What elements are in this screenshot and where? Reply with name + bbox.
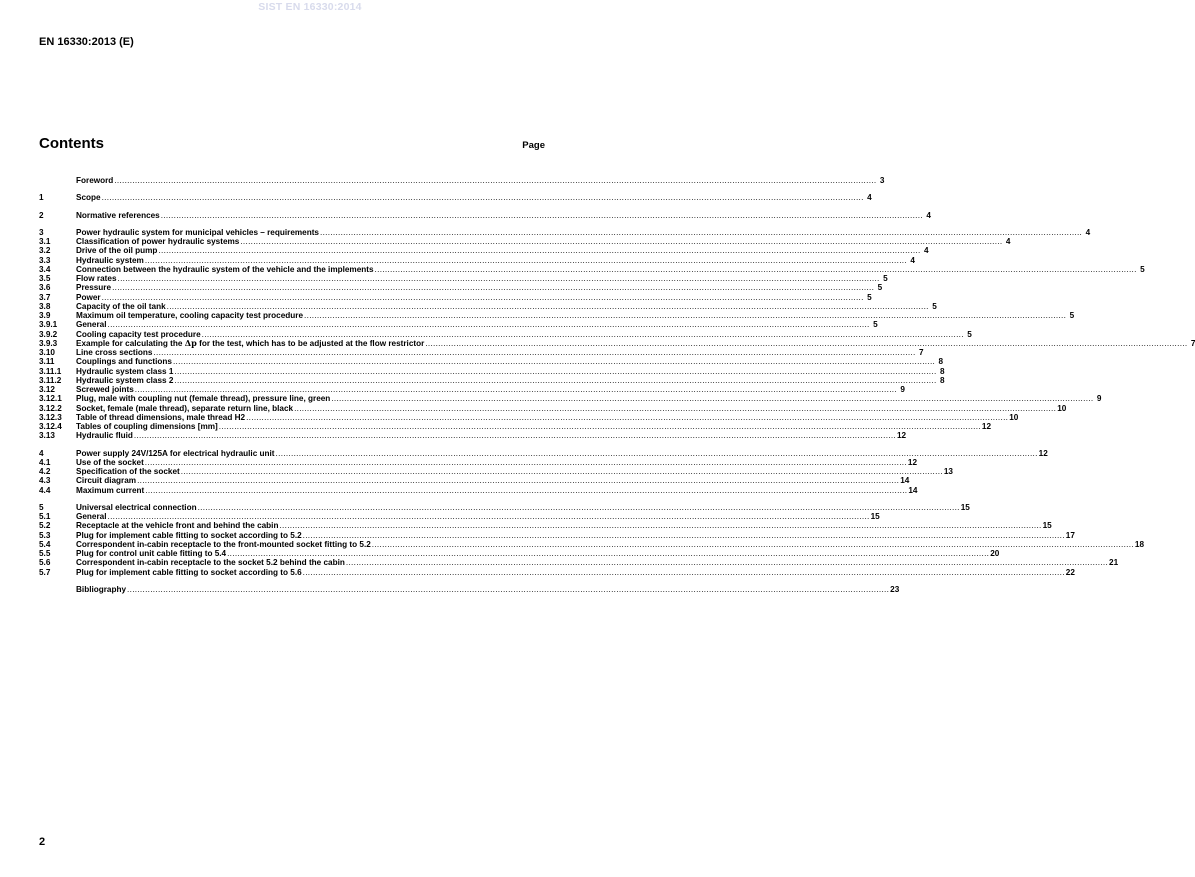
dot-leader [219, 422, 981, 431]
toc-entry-number: 3.11 [39, 357, 55, 367]
toc-entry-title: Flow rates [76, 274, 117, 283]
dot-leader [145, 486, 907, 495]
toc-entry-page: 14 [900, 476, 910, 486]
toc-entry[interactable] [39, 193, 872, 203]
dot-leader [134, 431, 896, 440]
dot-leader [145, 458, 907, 467]
toc-entry[interactable] [39, 357, 944, 367]
dot-leader [137, 476, 899, 485]
toc-entry-page: 12 [907, 457, 918, 467]
toc-entry-title-part: Δp [184, 337, 197, 348]
toc-entry-title: Power hydraulic system for municipal vehicles – requirements [76, 227, 319, 237]
dot-leader [294, 404, 1056, 413]
dot-leader [174, 367, 936, 376]
toc-entry-page: 15 [870, 512, 880, 521]
toc-entry-title: Tables of coupling dimensions [mm] [76, 422, 218, 431]
toc-entry-number: 3.12.2 [39, 403, 62, 413]
toc-entry-title: Classification of power hydraulic systems [76, 237, 240, 246]
toc-entry-number: 4.1 [39, 457, 51, 467]
dot-leader [304, 311, 1066, 320]
toc-entry[interactable] [39, 237, 1011, 246]
toc-entry-page: 5 [932, 301, 937, 311]
toc-entry-page: 14 [908, 485, 918, 495]
toc-entry-page: 8 [939, 375, 945, 385]
toc-entry-page: 5 [867, 292, 872, 302]
table-of-contents [39, 176, 1195, 594]
toc-entry-number: 3.5 [39, 274, 51, 283]
toc-entry-title-part: Example for calculating the [76, 338, 185, 348]
toc-entry-title: Capacity of the oil tank [76, 301, 166, 311]
toc-entry-title: Maximum oil temperature, cooling capacity test procedure [76, 311, 304, 320]
toc-entry[interactable] [39, 337, 1195, 348]
toc-entry[interactable] [39, 283, 883, 293]
dot-leader [158, 246, 920, 255]
toc-entry-title: Correspondent in-cabin receptacle to the front-mounted socket fitting to 5.2 [76, 539, 371, 549]
toc-entry-title: Screwed joints [76, 385, 134, 394]
dot-leader [112, 283, 874, 292]
toc-entry-number: 3.8 [39, 301, 51, 311]
toc-entry-number: 3.10 [39, 348, 55, 357]
toc-entry-number: 5.5 [39, 549, 51, 558]
toc-entry[interactable] [39, 457, 918, 467]
toc-entry[interactable] [39, 558, 1119, 568]
toc-entry[interactable] [39, 366, 945, 376]
dot-leader [303, 531, 1065, 540]
dot-leader [174, 376, 936, 385]
toc-entry-page: 12 [981, 422, 992, 431]
dot-leader [202, 330, 964, 339]
toc-entry-title: Couplings and functions [76, 357, 172, 367]
toc-entry-page: 12 [1038, 448, 1048, 458]
toc-entry-page: 10 [1057, 403, 1067, 413]
toc-entry-page: 7 [919, 348, 924, 357]
toc-entry-page: 4 [910, 255, 915, 265]
toc-entry-page: 5 [1140, 264, 1145, 274]
toc-entry[interactable] [39, 301, 937, 311]
toc-entry-page: 4 [867, 193, 872, 203]
toc-entry-title: Hydraulic system class 1 [76, 366, 174, 376]
toc-entry-title [76, 339, 424, 348]
toc-entry-page: 5 [967, 329, 972, 339]
toc-entry-number: 5.1 [39, 512, 51, 521]
toc-entry-number: 5.4 [39, 539, 51, 549]
toc-entry[interactable] [39, 567, 1075, 577]
toc-entry-title: Use of the socket [76, 457, 144, 467]
toc-entry-number: 5.2 [39, 521, 51, 531]
toc-entry-number: 3.13 [39, 431, 55, 441]
toc-entry[interactable] [39, 502, 970, 512]
dot-leader [108, 512, 870, 521]
toc-entry-page: 9 [900, 385, 905, 394]
toc-entry[interactable] [39, 394, 1102, 404]
dot-leader [246, 413, 1008, 422]
toc-entry-title: Socket, female (male thread), separate return line, black [76, 403, 294, 413]
toc-entry-page: 8 [939, 366, 945, 376]
toc-entry[interactable] [39, 255, 915, 265]
toc-entry[interactable] [39, 210, 931, 220]
dot-leader [135, 385, 897, 394]
toc-entry-number: 5.3 [39, 530, 51, 540]
toc-entry-page: 22 [1065, 567, 1075, 577]
toc-entry-page: 21 [1109, 558, 1119, 568]
toc-entry[interactable] [39, 485, 918, 495]
toc-entry-page: 7 [1190, 338, 1195, 348]
toc-entry-title: Plug for implement cable fitting to socket according to 5.2 [76, 530, 302, 540]
toc-entry-number: 1 [39, 193, 44, 203]
toc-entry[interactable] [39, 584, 900, 594]
toc-entry-title: Maximum current [76, 485, 145, 495]
toc-entry[interactable] [39, 539, 1145, 549]
toc-entry-number: 5.7 [39, 567, 51, 577]
toc-entry-page: 20 [990, 549, 1000, 558]
toc-entry-page: 15 [1042, 521, 1052, 531]
toc-entry-title: Power [76, 292, 101, 302]
toc-entry-page: 17 [1065, 530, 1075, 540]
dot-leader [114, 176, 876, 185]
dot-leader [167, 302, 929, 311]
toc-entry-page: 3 [879, 176, 885, 185]
toc-entry-number: 3.9.2 [39, 329, 58, 339]
toc-entry[interactable] [39, 264, 1145, 274]
toc-entry-number: 3.2 [39, 246, 51, 256]
watermark: SIST EN 16330:2014 [258, 1, 362, 13]
toc-entry-title: Power supply 24V/125A for electrical hydraulic unit [76, 448, 275, 458]
toc-entry[interactable] [39, 348, 924, 357]
toc-entry-page: 5 [877, 283, 883, 293]
toc-entry-page: 5 [883, 274, 888, 283]
toc-entry-number: 3.1 [39, 237, 51, 246]
dot-leader [240, 237, 1002, 246]
toc-entry-title-part: for the test, which has to be adjusted at the flow restrictor [196, 338, 425, 348]
contents-title: Contents [39, 135, 104, 152]
dot-leader [153, 348, 915, 357]
toc-entry-number: 2 [39, 210, 44, 220]
toc-entry-page: 5 [1069, 311, 1075, 320]
dot-leader [198, 503, 960, 512]
dot-leader [303, 568, 1065, 577]
toc-entry[interactable] [39, 512, 880, 521]
dot-leader [118, 274, 880, 283]
toc-entry-page: 8 [938, 357, 944, 367]
dot-leader [346, 558, 1108, 567]
toc-entry-number: 3.4 [39, 264, 51, 274]
toc-entry-title: Pressure [76, 283, 112, 293]
toc-entry-number: 3.7 [39, 292, 51, 302]
toc-entry-title: Specification of the socket [76, 467, 180, 476]
toc-entry-number: 3.12.1 [39, 394, 62, 404]
toc-entry-title: Bibliography [76, 584, 127, 594]
toc-entry[interactable] [39, 467, 953, 476]
dot-leader [372, 540, 1134, 549]
toc-entry-page: 5 [873, 320, 878, 330]
toc-entry[interactable] [39, 176, 885, 185]
toc-entry[interactable] [39, 227, 1091, 237]
toc-entry-title: Hydraulic fluid [76, 431, 133, 441]
toc-entry-number: 5.6 [39, 558, 51, 568]
toc-entry-page: 9 [1096, 394, 1102, 404]
dot-leader [173, 357, 935, 366]
toc-entry-title: Universal electrical connection [76, 502, 197, 512]
toc-entry-title: Plug for implement cable fitting to socket according to 5.6 [76, 567, 302, 577]
toc-entry-title: Hydraulic system [76, 255, 144, 265]
toc-entry-number: 4 [39, 448, 44, 458]
document-id: EN 16330:2013 (E) [39, 36, 134, 48]
toc-entry[interactable] [39, 422, 992, 431]
toc-entry-title: Drive of the oil pump [76, 246, 158, 256]
dot-leader [375, 265, 1137, 274]
toc-entry-page: 13 [943, 467, 953, 476]
toc-entry[interactable] [39, 329, 972, 339]
toc-entry[interactable] [39, 375, 945, 385]
toc-entry[interactable] [39, 385, 905, 394]
toc-entry-title: Scope [76, 193, 101, 203]
toc-entry[interactable] [39, 412, 1019, 422]
toc-entry-number: 4.3 [39, 476, 51, 486]
dot-leader [181, 467, 943, 476]
toc-entry-page: 4 [1085, 227, 1091, 237]
toc-entry-title: Correspondent in-cabin receptacle to the socket 5.2 behind the cabin [76, 558, 345, 568]
toc-entry-page: 15 [960, 502, 970, 512]
toc-entry[interactable] [39, 530, 1075, 540]
dot-leader [320, 228, 1082, 237]
toc-entry-title: Cooling capacity test procedure [76, 329, 201, 339]
toc-entry-title: Foreword [76, 176, 114, 185]
toc-entry-page: 18 [1134, 539, 1145, 549]
toc-entry-title: Connection between the hydraulic system of the vehicle and the implements [76, 264, 374, 274]
toc-entry[interactable] [39, 448, 1048, 458]
toc-entry-page: 4 [926, 210, 931, 220]
toc-entry-title: Receptacle at the vehicle front and behind the cabin [76, 521, 279, 531]
toc-entry-title: Hydraulic system class 2 [76, 375, 174, 385]
toc-entry-page: 4 [924, 246, 929, 256]
toc-entry[interactable] [39, 403, 1067, 413]
toc-entry-number: 3.11.1 [39, 366, 62, 376]
toc-entry-number: 3.12 [39, 385, 55, 394]
toc-entry-page: 4 [1005, 237, 1011, 246]
toc-entry-title: Circuit diagram [76, 476, 137, 486]
toc-entry-number: 3.9.3 [39, 338, 58, 348]
toc-entry[interactable] [39, 431, 907, 441]
toc-entry-number: 3.3 [39, 255, 51, 265]
toc-entry[interactable] [39, 311, 1075, 320]
dot-leader [161, 211, 923, 220]
toc-entry-title: Normative references [76, 210, 160, 220]
toc-entry-number: 3.12.3 [39, 412, 62, 422]
toc-entry-title: General [76, 320, 107, 330]
dot-leader [102, 193, 864, 202]
toc-entry-number: 3.12.4 [39, 422, 62, 431]
toc-entry[interactable] [39, 549, 1000, 558]
page-number: 2 [39, 836, 46, 848]
dot-leader [279, 521, 1041, 530]
toc-entry-number: 3.9.1 [39, 320, 58, 330]
toc-entry-number: 3.9 [39, 311, 51, 320]
toc-entry-number: 4.2 [39, 467, 51, 476]
dot-leader [108, 320, 870, 329]
dot-leader [145, 256, 907, 265]
dot-leader [425, 339, 1187, 348]
toc-entry[interactable] [39, 274, 888, 283]
toc-entry-number: 3.11.2 [39, 375, 62, 385]
toc-entry[interactable] [39, 521, 1052, 531]
toc-entry-title: General [76, 512, 107, 521]
dot-leader [102, 293, 864, 302]
toc-entry-title: Line cross sections [76, 348, 153, 357]
toc-entry[interactable] [39, 320, 878, 330]
toc-entry[interactable] [39, 476, 910, 486]
toc-entry[interactable] [39, 292, 872, 302]
toc-entry-page: 12 [897, 431, 907, 441]
dot-leader [127, 585, 889, 594]
toc-entry-page: 10 [1009, 412, 1019, 422]
dot-leader [331, 394, 1093, 403]
page-column-label: Page [522, 140, 545, 151]
toc-entry-page: 23 [890, 584, 900, 594]
toc-entry-number: 3 [39, 227, 44, 237]
toc-entry-title: Table of thread dimensions, male thread H2 [76, 412, 246, 422]
toc-entry-number: 3.6 [39, 283, 51, 293]
dot-leader [227, 549, 989, 558]
toc-entry-title: Plug, male with coupling nut (female thread), pressure line, green [76, 394, 331, 404]
toc-entry-title: Plug for control unit cable fitting to 5.4 [76, 549, 227, 558]
dot-leader [276, 449, 1038, 458]
toc-entry[interactable] [39, 246, 929, 256]
toc-entry-number: 4.4 [39, 485, 51, 495]
toc-entry-number: 5 [39, 502, 44, 512]
